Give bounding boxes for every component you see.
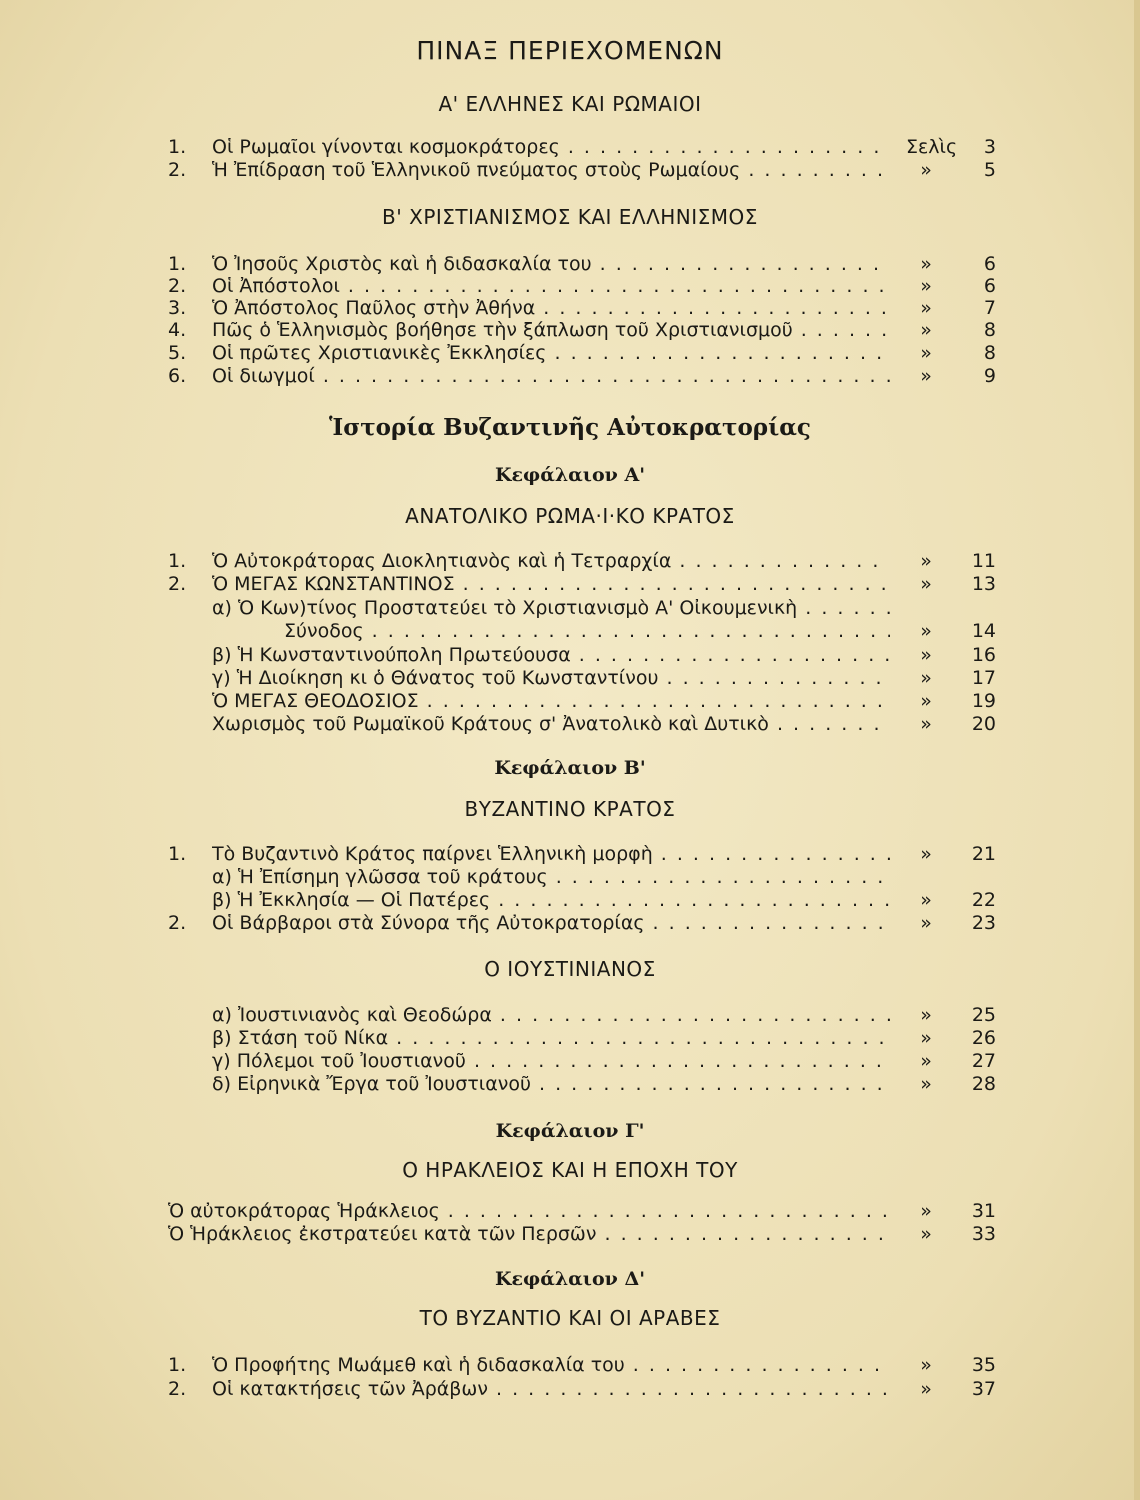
justinian-subtitle: Ο ΙΟΥΣΤΙΝΙΑΝΟΣ bbox=[484, 957, 656, 981]
toc-entry: 1. Ὁ Αὐτοκράτορας Διοκλητιανὸς καὶ ἡ Τετραρχία . . . » 11 bbox=[0, 549, 1140, 573]
toc-entry: 6. Οἱ διωγμοί . . . » 9 bbox=[0, 364, 1140, 388]
toc-entry: β) Στάση τοῦ Νίκα . . . » 26 bbox=[0, 1026, 1140, 1050]
chapter-b-subtitle: ΒΥΖΑΝΤΙΝΟ ΚΡΑΤΟΣ bbox=[464, 797, 676, 821]
toc-entry: Ὁ Ἡράκλειος ἐκστρατεύει κατὰ τῶν Περσῶν . . . » 33 bbox=[0, 1222, 1140, 1246]
toc-entry: 1. Οἱ Ρωμαῖοι γίνονται κοσμοκράτορες . . . Σελὶς 3 bbox=[0, 135, 1140, 159]
toc-entry: β) Ἡ Ἐκκλησία — Οἱ Πατέρες . . . » 22 bbox=[0, 888, 1140, 912]
toc-entry: Ὁ ΜΕΓΑΣ ΘΕΟΔΟΣΙΟΣ . . . » 19 bbox=[0, 689, 1140, 713]
toc-entry: 1. Τὸ Βυζαντινὸ Κράτος παίρνει Ἑλληνικὴ μορφὴ . . . » 21 bbox=[0, 842, 1140, 866]
toc-entry: 1. Ὁ Προφήτης Μωάμεθ καὶ ἡ διδασκαλία του . . . » 35 bbox=[0, 1353, 1140, 1377]
toc-entry: α) Ἰουστινιανὸς καὶ Θεοδώρα . . . » 25 bbox=[0, 1003, 1140, 1027]
page-title: ΠΙΝΑΞ ΠΕΡΙΕΧΟΜΕΝΩΝ bbox=[416, 36, 724, 65]
section-a-heading: Α' ΕΛΛΗΝΕΣ ΚΑΙ ΡΩΜΑΙΟΙ bbox=[438, 92, 702, 116]
chapter-c-label: Κεφάλαιον Γ' bbox=[495, 1120, 645, 1142]
toc-entry: 1. Ὁ Ἰησοῦς Χριστὸς καὶ ἡ διδασκαλία του . . . » 6 bbox=[0, 252, 1140, 276]
toc-entry: γ) Ἡ Διοίκηση κι ὁ Θάνατος τοῦ Κωνσταντίνου . . . » 17 bbox=[0, 666, 1140, 690]
part-title: Ἱστορία Βυζαντινῆς Αὐτοκρατορίας bbox=[329, 414, 811, 441]
toc-entry: γ) Πόλεμοι τοῦ Ἰουστιανοῦ . . . » 27 bbox=[0, 1049, 1140, 1073]
toc-entry: α) Ὁ Κων)τίνος Προστατεύει τὸ Χριστιανισμὸ Α' Οἰκουμενικὴ . . . bbox=[0, 596, 1140, 620]
section-b-heading: Β' ΧΡΙΣΤΙΑΝΙΣΜΟΣ ΚΑΙ ΕΛΛΗΝΙΣΜΟΣ bbox=[382, 205, 758, 229]
toc-entry: Χωρισμὸς τοῦ Ρωμαϊκοῦ Κράτους σ' Ἀνατολικὸ καὶ Δυτικὸ . . . » 20 bbox=[0, 712, 1140, 736]
chapter-b-label: Κεφάλαιον Β' bbox=[494, 757, 646, 779]
toc-entry: 2. Οἱ κατακτήσεις τῶν Ἀράβων . . . » 37 bbox=[0, 1377, 1140, 1401]
toc-entry: α) Ἡ Ἐπίσημη γλῶσσα τοῦ κράτους . . . bbox=[0, 865, 1140, 889]
chapter-c-subtitle: Ο ΗΡΑΚΛΕΙΟΣ ΚΑΙ Η ΕΠΟΧΗ ΤΟΥ bbox=[402, 1158, 738, 1182]
toc-entry: δ) Εἰρηνικὰ Ἔργα τοῦ Ἰουστιανοῦ . . . » 28 bbox=[0, 1072, 1140, 1096]
chapter-d-label: Κεφάλαιον Δ' bbox=[494, 1268, 646, 1290]
chapter-a-label: Κεφάλαιον Α' bbox=[494, 464, 646, 486]
chapter-d-subtitle: ΤΟ ΒΥΖΑΝΤΙΟ ΚΑΙ ΟΙ ΑΡΑΒΕΣ bbox=[419, 1306, 721, 1330]
chapter-a-subtitle: ΑΝΑΤΟΛΙΚΟ ΡΩΜΑ·Ι·ΚΟ ΚΡΑΤΟΣ bbox=[405, 504, 735, 528]
toc-entry: 2. Οἱ Βάρβαροι στὰ Σύνορα τῆς Αὐτοκρατορίας . . . » 23 bbox=[0, 911, 1140, 935]
toc-entry: 3. Ὁ Ἀπόστολος Παῦλος στὴν Ἀθήνα . . . » 7 bbox=[0, 296, 1140, 320]
toc-entry: Σύνοδος . . . » 14 bbox=[0, 619, 1140, 643]
toc-entry: 5. Οἱ πρῶτες Χριστιανικὲς Ἐκκλησίες . . . » 8 bbox=[0, 341, 1140, 365]
toc-entry: 2. Ὁ ΜΕΓΑΣ ΚΩΝΣΤΑΝΤΙΝΟΣ . . . » 13 bbox=[0, 572, 1140, 596]
toc-entry: 2. Ἡ Ἐπίδραση τοῦ Ἑλληνικοῦ πνεύματος στοὺς Ρωμαίους . . . » 5 bbox=[0, 158, 1140, 182]
toc-entry: 4. Πῶς ὁ Ἑλληνισμὸς βοήθησε τὴν ξάπλωση τοῦ Χριστιανισμοῦ . . . » 8 bbox=[0, 318, 1140, 342]
toc-entry: 2. Οἱ Ἀπόστολοι . . . » 6 bbox=[0, 274, 1140, 298]
toc-entry: Ὁ αὐτοκράτορας Ἡράκλειος . . . » 31 bbox=[0, 1199, 1140, 1223]
toc-entry: β) Ἡ Κωνσταντινούπολη Πρωτεύουσα . . . » 16 bbox=[0, 643, 1140, 667]
